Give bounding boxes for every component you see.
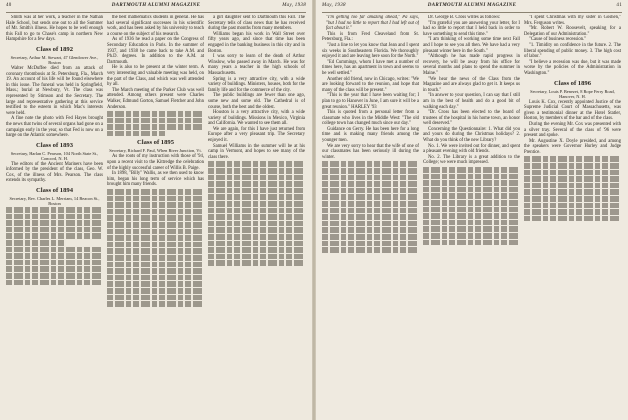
text-line [423, 180, 520, 186]
paragraph: "I believe a recession was due, but it was made worse by the policies of the Administration in Washington." [524, 59, 621, 76]
text-line [322, 208, 419, 214]
column [423, 15, 520, 415]
paragraph: The public buildings are fewer than one ago, some new and some old. The Cathedral is of course, both the best and the oldest. [208, 93, 305, 110]
text-line [208, 188, 305, 194]
paragraph: Samuel Williams in the summer will be at his camp in Vermont, and hopes to see many of the class there. [208, 143, 305, 160]
text-line [6, 207, 103, 213]
class-heading: Class of 1896 [554, 79, 591, 87]
text-line [322, 227, 419, 233]
paragraph: Smith was at her work, a teacher in the Nathan Hale School, but sends one out to all the Summer of Mr. Smith's illness. He hopes to be well enough this Fall to go to Chase's camp in northern New Hampshire for a few days. [6, 15, 103, 43]
text-line [322, 181, 419, 187]
paragraph: "I spent Christmas with my sister in Goshen," Mrs. Ferguson writes. [524, 15, 621, 26]
paragraph: In 1898, "Billy" Wallis, as we then used to know him, began his long term of service which has brought him many friends. [107, 171, 204, 188]
text-line [322, 214, 419, 220]
secretary-line: Secretary, Harlan C. Pearson, 104 North State St., Concord, N. H. [10, 150, 99, 161]
text-line [524, 163, 621, 169]
text-line [423, 226, 520, 232]
text-line [423, 233, 520, 239]
column [107, 15, 204, 415]
text-line [6, 240, 66, 246]
left-page [0, 0, 312, 420]
paragraph: No. 1. We were invited out for dinner, and spent a pleasant evening with old friends. [423, 143, 520, 155]
text-line [6, 214, 103, 220]
column [6, 15, 103, 415]
page-number: 41 [616, 3, 622, 8]
paragraph: "Ed Cummings, whom I have met a number of times here, has an apartment in town and seems to be well settled." [322, 59, 419, 76]
page-number: 40 [6, 3, 12, 8]
text-line [107, 209, 204, 215]
secretary-line: Secretary, Arthur M. Stewart, 47 Glendower Ave., Boston [10, 54, 99, 65]
text-line [524, 216, 621, 222]
text-line [322, 241, 419, 247]
text-line [107, 118, 204, 124]
text-line [107, 262, 204, 268]
text-line [208, 227, 305, 233]
text-line [6, 227, 103, 233]
text-line [208, 214, 305, 220]
class-heading: Class of 1894 [36, 187, 73, 195]
text-line [208, 194, 305, 200]
text-line [208, 161, 305, 167]
text-line [208, 201, 305, 207]
text-line [107, 242, 204, 248]
paragraph: "This is the year that I have been waiting for; I plan to go to Hanover in June, I am sure it will be a great reunion." HARLEY '93 [322, 93, 419, 110]
text-line [6, 280, 103, 286]
text-line [208, 175, 305, 181]
text-line [107, 189, 204, 195]
secretary-line: Secretary, Louis P. Benezet, 8 Rope Ferry Road, Hanover, N. H. [530, 88, 615, 99]
class-heading: Class of 1895 [137, 139, 174, 147]
paragraph: "Mr. Robert W. Roosevelt, speaking for a Delegation of our Administration." [524, 26, 621, 37]
paragraph: We are again, for this I have just returned from Europe after a very pleasant trip. The Secretary enjoyed it. [208, 126, 305, 144]
paragraph: He is also to be present at the winter term. A very interesting and valuable meeting was held, on the part of the Class, and which was well attended by all. [107, 65, 204, 88]
text-line [107, 215, 204, 221]
text-line [107, 255, 204, 261]
text-line [6, 220, 103, 226]
secretary-line: Secretary, Richard F. Paul, When River Junction, Vt. [109, 148, 202, 154]
issue-date: May, 1938 [322, 3, 346, 8]
text-line [208, 234, 305, 240]
text-line [524, 156, 621, 162]
paragraph: "I am thinking of working some time next Fall and I hope to see you all then. We have had a very pleasant winter here in the South." [423, 37, 520, 54]
text-line [423, 200, 520, 206]
text-line [6, 273, 103, 279]
text-line [322, 201, 419, 207]
header-rule [322, 12, 622, 13]
paragraph: The editors of the Ancient Mariners have been informed by the president of the class, Geo. W. Cox, of the illness of Mrs. Pearson. The class extends its sympathy. [6, 161, 103, 184]
text-line [322, 194, 419, 200]
paragraph: "Dr. Cross has been elected to the board of trustees of the hospital in his home town, an honor well deserved." [423, 110, 520, 127]
paragraph: We are very sorry to hear that the wife of one of our classmates has been seriously ill during the winter. [322, 143, 419, 160]
text-line [322, 168, 419, 174]
text-line [322, 188, 419, 194]
text-line [423, 207, 520, 213]
quote-paragraph: "I'm getting too far amazing ahead," Pa says, "but I had no little to report that I had left out of fact about it." [326, 15, 419, 32]
text-line [107, 111, 204, 117]
paragraph: "We hear the news of the Class from the Magazine and are always glad to get it. It keeps us in touch." [423, 76, 520, 93]
text-line [107, 248, 204, 254]
text-line [107, 235, 204, 241]
paragraph: I was sorry to learn of the death of Arthur Winslow, who passed away in March. He was for many years a teacher in the high schools of Massachusetts. [208, 54, 305, 76]
text-line [423, 167, 520, 173]
magazine-title: DARTMOUTH ALUMNI MAGAZINE [111, 3, 201, 8]
paragraph: "Cause of business recession." [529, 37, 587, 43]
text-line [423, 174, 520, 180]
paragraph: No. 2. The Library is a great addition to the College; we were much impressed. [423, 154, 520, 166]
text-line [208, 168, 305, 174]
paragraph: As of 1936 he read a paper on the Congress of Secondary Education in Paris. In the summer of 1937, and 1938 he came back to take A.M. and Ph.D. degrees. In addition to the A.M. at Dartmouth. [107, 37, 204, 65]
text-line [208, 221, 305, 227]
text-line [107, 196, 204, 202]
text-line [208, 254, 305, 260]
paragraph: Guidance on Gerry. He has been here for a long time and is making many friends among the younger men. [322, 126, 419, 144]
text-line [107, 124, 204, 130]
paragraph: As the roots of my instruction with those of '94, upon a recent visit to the Kittredge the celebration of the highly successful career of Willis B. Paige. [107, 154, 204, 171]
right-running-head [322, 3, 622, 12]
paragraph: This is from Fred Cleaveland from St. Petersburg, Fla.: [322, 31, 419, 43]
column [208, 15, 305, 415]
text-line [107, 222, 204, 228]
paragraph: Walter McDuffee died from an attack of coronary thrombosis at St. Petersburg, Fla., March 19. An account of his life will be found elsewhere in this issue. The funeral was held in Springfield, Mass.; burial at Newbury, Vt. The class was represented by Stimson and the Secretary. The large and representative gathering at this service testified to the esteem in which Mac's interests were held. [6, 65, 103, 116]
paragraph: The March meeting of the Parker Club was well attended. Among others present were Charles Walker, Edmund Gorton, Samuel Fletcher and John Anderson. [107, 87, 204, 110]
text-line [322, 234, 419, 240]
magazine-title: DARTMOUTH ALUMNI MAGAZINE [427, 3, 517, 8]
text-line [107, 281, 204, 287]
text-line [524, 170, 621, 176]
class-heading: Class of 1893 [36, 141, 73, 149]
text-line [208, 241, 305, 247]
text-line [6, 260, 103, 266]
text-line [322, 221, 419, 227]
paragraph: Louis K. Cox, recently appointed Justice of the Supreme Judicial Court of Massachusetts, was given a testimonial dinner at the Hotel Statler, Boston, by members of the bar and of the class. [524, 99, 621, 122]
text-line [107, 295, 204, 301]
paragraph: Another old friend, now in Chicago, writes: "We are looking forward to the reunion, and hope that many of the class will be present." [322, 76, 419, 93]
text-line [208, 260, 305, 266]
text-line [6, 247, 103, 253]
text-line [208, 181, 305, 187]
text-line [423, 187, 520, 193]
text-line [524, 183, 621, 189]
paragraph: Spring is a very attractive city, with a wide variety of buildings. Ministers, houses, both for the family life and for the commerce of the city. [208, 76, 305, 93]
text-line [322, 161, 419, 167]
paragraph: the best mathematics students in general. He has had several significant successes in his scientific work, and has been asked by his university to teach a course on the subject of his research. [107, 15, 204, 37]
class-heading: Class of 1892 [36, 45, 73, 53]
text-line [208, 208, 305, 214]
paragraph: Dr. George B. Cross writes as follows: [428, 15, 501, 20]
paragraph: "I'm grateful you are answering your letter, for I had so little to report that I held back in order to have something to send this time." [423, 20, 520, 37]
text-line [524, 176, 621, 182]
left-running-head [6, 3, 306, 12]
paragraph: "In answer to your question, I can say that I still am in the best of health and do a good bit of walking each day." [423, 93, 520, 110]
text-line [208, 247, 305, 253]
paragraph: Williams began his work in Wall Street over fifty years ago, and since that time has been engaged in the banking business in this city and in Boston. [208, 31, 305, 54]
paragraph: Concerning the Questionnaire: 1. What did you and yours do during the Christmas holidays? 2. What do you think of the new Library? [423, 126, 520, 144]
text-line [524, 209, 621, 215]
text-line [6, 253, 103, 259]
text-line [322, 247, 419, 253]
text-line [6, 266, 103, 272]
paragraph: Mr. Augustine X. Doyle presided, and among the speakers were Governor Hurley and Judge Prentice. [524, 138, 621, 155]
text-line [423, 240, 520, 246]
text-line [107, 275, 204, 281]
column [524, 15, 621, 415]
paragraph: During the evening Mr. Cox was presented with a silver tray. Several of the class of '96 were present and spoke. [524, 121, 621, 139]
text-line [524, 203, 621, 209]
text-line [6, 233, 103, 239]
text-line [322, 175, 419, 181]
text-line [423, 193, 520, 199]
header-rule [6, 12, 306, 13]
paragraph: This is quoted from a personal letter from a classmate who lives in the Middle West: "The old college town has changed much since our day." [322, 110, 419, 127]
text-line [107, 229, 204, 235]
text-line [423, 213, 520, 219]
text-line [107, 268, 204, 274]
paragraph: A fine note the photo with Fed Hayes brought the news that twins of several organs had gone on a campaign early in the year, so that Fed is now on a barge on the Atlantic somewhere. [6, 116, 103, 139]
paragraph: Houston is a very attractive city, with a wide variety of buildings. Missions in Mexico, Virginia and California. We wanted to see them all. [208, 110, 305, 127]
text-line [107, 202, 204, 208]
text-line [524, 189, 621, 195]
text-line [107, 288, 204, 294]
paragraph: "1. Timidity on confidence in the future. 2. The liberal spending of public money. 3. The high cost of labor." [524, 42, 621, 60]
text-line [524, 196, 621, 202]
right-page [316, 0, 628, 420]
text-line [423, 220, 520, 226]
secretary-line: Secretary, Rev. Charles L. Merriam, 14 Beacon St., Boston [9, 196, 100, 207]
text-line [107, 131, 167, 137]
paragraph: "Although he has made rapid progress in recovery, he will be away from his office for several months and plans to spend the summer in Maine." [423, 54, 520, 76]
paragraph: "Just a line to let you know that Jean and I spent six weeks in Southeastern Florida. We thoroughly enjoyed it and are leaving here soon for the North." [322, 42, 419, 60]
paragraph: a girl daughter sent to Dartmouth this Fall. The Secretary tells of class news that he has received during the past months from many members. [208, 15, 305, 32]
column [322, 15, 419, 415]
text-line [107, 301, 204, 307]
issue-date: May, 1938 [282, 3, 306, 8]
